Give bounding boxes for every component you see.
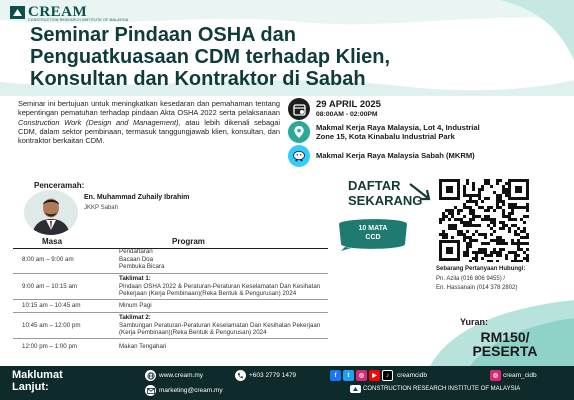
speaker-role: JKKP Sabah: [84, 205, 118, 211]
schedule-program-line: (Kerja Pembinaan)(Reka Bentuk & Pengurusan) 2024: [119, 329, 267, 336]
waze-row[interactable]: [288, 145, 475, 167]
cream-logo-icon: [10, 6, 25, 19]
social-handle-2[interactable]: cream_cidb: [503, 372, 537, 379]
schedule-row-divider: [13, 338, 328, 339]
schedule-program-line: Pembuka Bicara: [119, 263, 165, 270]
cpd-line-2: CCD: [365, 234, 381, 241]
date-row: [288, 98, 381, 120]
footer-phone[interactable]: [235, 370, 296, 381]
schedule-program: [119, 248, 164, 271]
footer-email[interactable]: [145, 385, 223, 396]
speaker-name: En. Muhammad Zuhaily Ibrahim: [84, 194, 190, 201]
schedule-time-header: Masa: [42, 237, 63, 246]
waze-icon: [288, 145, 310, 167]
organization-name: CONSTRUCTION RESEARCH INSTITUTE OF MALAYSIA: [363, 386, 521, 392]
schedule-row-divider: [13, 273, 328, 274]
schedule-program-line: Minum Pagi: [119, 302, 152, 309]
registration-qr-code[interactable]: [438, 178, 530, 262]
waze-destination: Makmal Kerja Raya Malaysia Sabah (MKRM): [316, 151, 475, 161]
venue-row: [288, 121, 480, 143]
email-link[interactable]: marketing@cream.my: [159, 387, 223, 394]
calendar-icon: [288, 98, 310, 120]
cpd-points-text: [335, 224, 411, 242]
twitter-icon[interactable]: t: [343, 370, 354, 381]
schedule-program-line: Pendaftaran: [119, 248, 153, 255]
footer-organization: [350, 385, 520, 393]
register-line-1: DAFTAR: [348, 178, 401, 193]
email-icon: [145, 385, 156, 396]
location-pin-icon: [288, 121, 310, 143]
schedule-program-line: Pekerjaan (Kerja Pembinaan)(Reka Bentuk & Pengurusan) 2024: [119, 290, 297, 297]
venue-line-2: Zone 15, Kota Kinabalu Industrial Park: [316, 132, 455, 141]
more-info-label: [12, 369, 63, 393]
cpd-line-1: 10 MATA: [358, 225, 388, 232]
schedule-program-title: Taklimat 2:: [119, 314, 151, 321]
footer-website[interactable]: [145, 370, 203, 381]
event-time: 08:00AM - 02:00PM: [316, 110, 378, 118]
schedule-row-divider: [13, 312, 328, 313]
title-line-2: Penguatkuasaan CDM terhadap Klien,: [30, 46, 391, 68]
title-line-3: Konsultan dan Kontraktor di Sabah: [30, 68, 366, 90]
speaker-heading: Penceramah:: [34, 181, 85, 190]
social-handle-1[interactable]: creamcidb: [397, 372, 427, 379]
fee-amount: [450, 330, 560, 358]
fee-label: Yuran:: [460, 317, 489, 327]
schedule-program-line: Bacaan Doa: [119, 255, 154, 263]
enquiry-contact-1: Pn. Azila (016 806 9455) /: [436, 276, 506, 282]
schedule-time: 10:45 am – 12:00 pm: [22, 322, 81, 329]
schedule-program: [119, 275, 320, 298]
schedule-time: 12:00 pm – 1:00 pm: [22, 343, 78, 350]
event-description: [18, 99, 280, 145]
social-media-links: [330, 370, 427, 381]
globe-icon: [145, 370, 156, 381]
website-link[interactable]: www.cream.my: [159, 372, 204, 379]
more-info-line-2: Lanjut:: [12, 381, 49, 393]
schedule-program: [119, 302, 152, 310]
schedule-time: 10:15 am – 10:45 am: [22, 302, 81, 309]
schedule-program-line: Makan Tengahari: [119, 343, 167, 350]
facebook-icon[interactable]: f: [330, 370, 341, 381]
enquiry-contact-2: En. Hassanain (014 378 2802): [436, 285, 518, 291]
schedule-program-header: Program: [172, 237, 205, 246]
speaker-avatar: [24, 190, 78, 235]
instagram-icon[interactable]: ◎: [356, 370, 367, 381]
logo-word: CREAM: [28, 4, 88, 20]
title-line-1: Seminar Pindaan OSHA dan: [30, 24, 296, 46]
cream-logo: [10, 4, 129, 22]
event-date: 29 APRIL 2025: [316, 98, 381, 110]
schedule-program: [119, 314, 320, 337]
venue-line-1: Makmal Kerja Raya Malaysia, Lot 4, Industrial: [316, 122, 480, 132]
fee-amount-unit: PESERTA: [472, 343, 538, 359]
page-title: [30, 24, 560, 90]
tiktok-icon[interactable]: ♪: [382, 370, 393, 381]
schedule-time: 9:00 am – 10:15 am: [22, 283, 78, 290]
arrow-right-icon: [408, 181, 432, 203]
register-line-2: SEKARANG: [348, 193, 423, 208]
more-info-line-1: Maklumat: [12, 369, 63, 381]
schedule-program-line: Pindaan OSHA 2022 & Peraturan-Peraturan Keselamatan Dan Kesihatan: [119, 282, 321, 290]
phone-number[interactable]: +603 2779 1479: [249, 372, 297, 379]
cream-small-logo-icon: [350, 385, 361, 393]
logo-subtitle: CONSTRUCTION RESEARCH INSTITUTE OF MALAYSIA: [28, 18, 129, 22]
instagram-icon: ◎: [490, 370, 501, 381]
header: [0, 0, 574, 96]
instagram-link[interactable]: [490, 370, 537, 381]
schedule-program-title: Taklimat 1:: [119, 275, 151, 282]
schedule-program: [119, 343, 166, 351]
youtube-icon[interactable]: ▶: [369, 370, 380, 381]
description-italic: Construction Work (Design and Management),: [18, 117, 181, 127]
enquiry-heading: Sebarang Pertanyaan Hubungi:: [436, 266, 526, 272]
schedule-header-divider: [13, 248, 328, 249]
schedule-time: 8:00 am – 9:00 am: [22, 256, 74, 263]
schedule-row-divider: [13, 299, 328, 300]
fee-amount-value: RM150/: [480, 329, 530, 345]
schedule-program-line: Sambungan Peraturan-Peraturan Keselamatan Dan Kesihatan Pekerjaan: [119, 321, 321, 329]
phone-icon: [235, 370, 246, 381]
description-text-2: atau lebih dikenali sebagai CDM, dalam sektor pembinaan, termasuk tanggungjawab klien, konsultan, dan kontraktor berkaitan CDM.: [18, 117, 280, 146]
description-text-1: Seminar ini bertujuan untuk meningkatkan kesedaran dan pemahaman tentang kepentingan pematuhan terhadap pindaan Akta OSHA 2022 serta pelaksanaan: [18, 99, 280, 118]
